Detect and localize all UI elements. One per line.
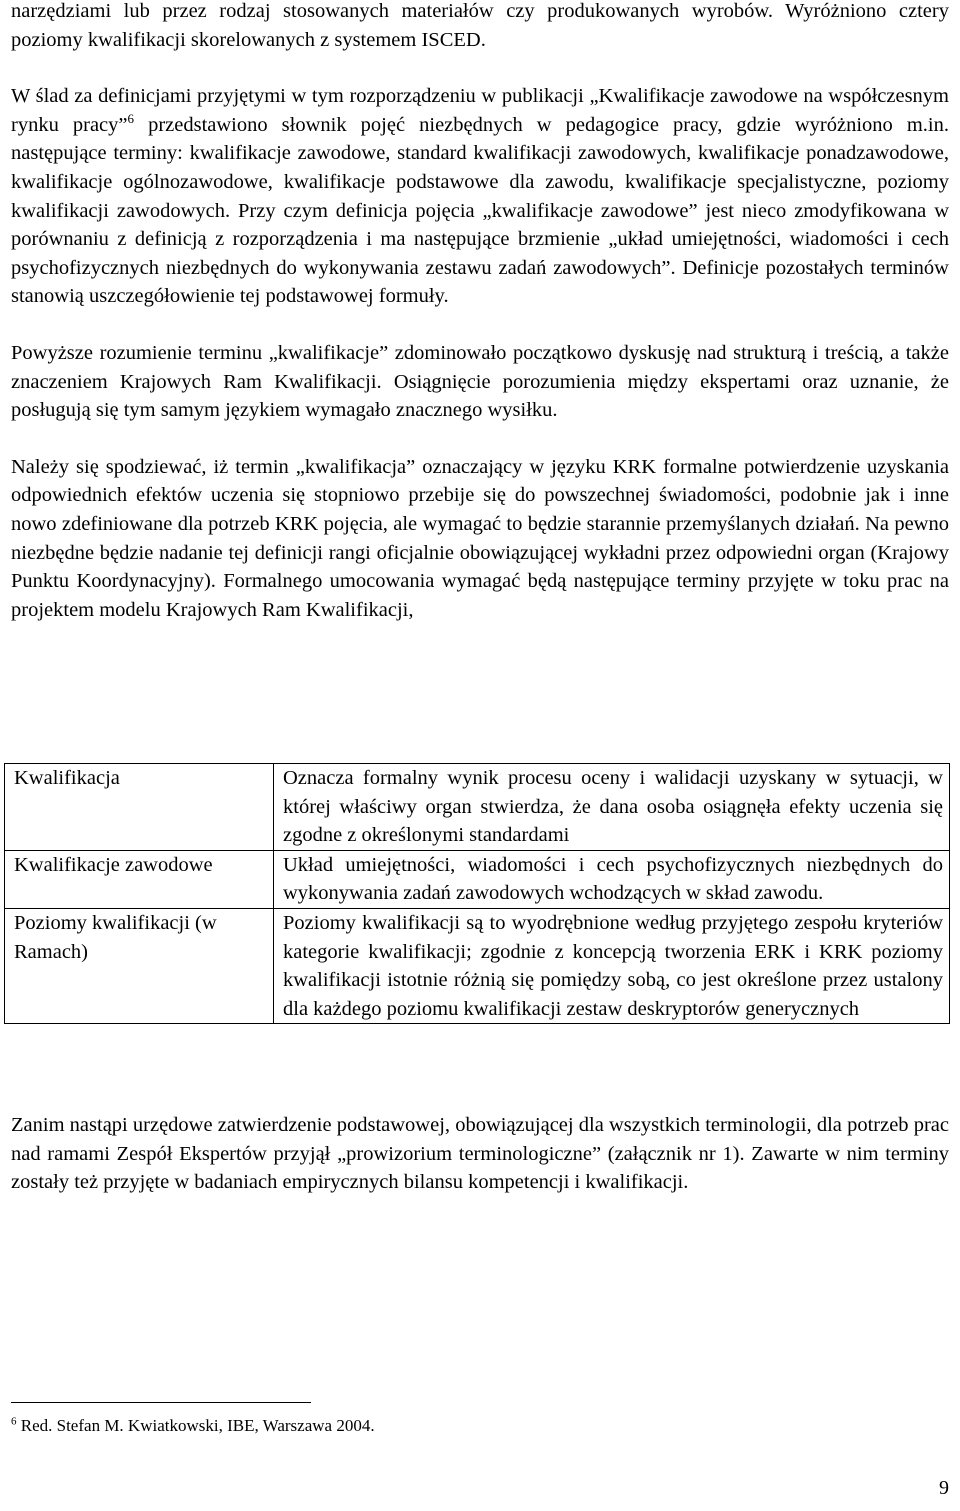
- paragraph-definitions-dictionary: [11, 82, 949, 311]
- term-cell: Kwalifikacje zawodowe: [5, 850, 274, 908]
- paragraph-gap: [11, 425, 949, 453]
- document-page: [11, 0, 949, 624]
- footnote-reference: 6: [127, 110, 135, 126]
- table-row: [5, 908, 950, 1023]
- paragraph-gap: [11, 311, 949, 339]
- paragraph-gap: [11, 54, 949, 82]
- term-cell: Kwalifikacja: [5, 764, 274, 851]
- paragraph-terminology-provisional: Zanim nastąpi urzędowe zatwierdzenie podstawowej, obowiązującej dla wszystkich terminologii, dla potrzeb prac nad ramami Zespół Ekspertów przyjął „prowizorium terminologiczne” (załącznik nr 1). Zawarte w nim terminy zostały też przyjęte w badaniach empirycznych bilansu kompetencji i kwalifikacji.: [11, 1114, 949, 1194]
- paragraph-krk-expectation: Należy się spodziewać, iż termin „kwalifikacja” oznaczający w języku KRK formalne potwierdzenie uzyskania odpowiednich efektów uczenia się stopniowo przebije się do powszechnej świadomości, podobnie jak i inne nowo zdefiniowane dla potrzeb KRK pojęcia, ale wymagać to będzie starannie przemyślanych działań. Na pewno niezbędne będzie nadanie tej definicji rangi oficjalnie obowiązującej wykładni przez odpowiedni organ (Krajowy Punktu Koordynacyjny). Formalnego umocowania wymagać będą następujące terminy przyjęte w toku prac na projektem modelu Krajowych Ram Kwalifikacji,: [11, 455, 949, 621]
- footnote: [11, 1414, 375, 1438]
- table-row: [5, 764, 950, 851]
- page-number: 9: [939, 1477, 949, 1499]
- definition-cell: Oznacza formalny wynik procesu oceny i walidacji uzyskany w sytuacji, w której właściwy organ stwierdza, że dana osoba osiągnęła efekty uczenia się zgodne z określonymi standardami: [274, 764, 950, 851]
- term-cell: Poziomy kwalifikacji (w Ramach): [5, 908, 274, 1023]
- footnote-text: Red. Stefan M. Kwiatkowski, IBE, Warszawa 2004.: [16, 1416, 375, 1435]
- definition-cell: Poziomy kwalifikacji są to wyodrębnione według przyjętego zespołu kryteriów kategorie kwalifikacji; zgodnie z koncepcją tworzenia ERK i KRK poziomy kwalifikacji istotnie różnią się pomiędzy sobą, co jest określone przez ustalony dla każdego poziomu kwalifikacji zestaw deskryptorów generycznych: [274, 908, 950, 1023]
- definition-cell: Układ umiejętności, wiadomości i cech psychofizycznych niezbędnych do wykonywania zadań zawodowych wchodzących w skład zawodu.: [274, 850, 950, 908]
- footnote-marker: 6: [11, 1415, 17, 1428]
- definitions-table: [4, 763, 950, 1024]
- footnote-divider: [11, 1402, 311, 1403]
- paragraph-understanding-term: Powyższe rozumienie terminu „kwalifikacje” zdominowało początkowo dyskusję nad strukturą i treścią, a także znaczeniem Krajowych Ram Kwalifikacji. Osiągnięcie porozumienia między ekspertami oraz uznanie, że posługują się tym samym językiem wymagało znacznego wysiłku.: [11, 341, 949, 422]
- paragraph-intro-continuation: narzędziami lub przez rodzaj stosowanych materiałów czy produkowanych wyrobów. Wyróżniono cztery poziomy kwalifikacji skorelowanych z systemem ISCED.: [11, 0, 949, 51]
- document-page-lower: [11, 1111, 949, 1197]
- paragraph-text-after-ref: przedstawiono słownik pojęć niezbędnych w pedagogice pracy, gdzie wyróżniono m.in. następujące terminy: kwalifikacje zawodowe, standard kwalifikacji zawodowych, kwalifikacje ponadzawodowe, kwalifikacje ogólnozawodowe, kwalifikacje podstawowe dla zawodu, kwalifikacje specjalistyczne, poziomy kwalifikacji zawodowych. Przy czym definicja pojęcia „kwalifikacje zawodowe” jest nieco zmodyfikowana w porównaniu z definicją z rozporządzenia i ma następujące brzmienie „układ umiejętności, wiadomości i cech psychofizycznych niezbędnych do wykonywania zestawu zadań zawodowych”. Definicje pozostałych terminów stanowią uszczegółowienie tej podstawowej formuły.: [11, 113, 949, 308]
- paragraph-text-before-ref: W ślad za definicjami przyjętymi w tym rozporządzeniu w publikacji „Kwalifikacje zawodowe na współczesnym rynku pracy”: [11, 85, 949, 136]
- table-row: [5, 850, 950, 908]
